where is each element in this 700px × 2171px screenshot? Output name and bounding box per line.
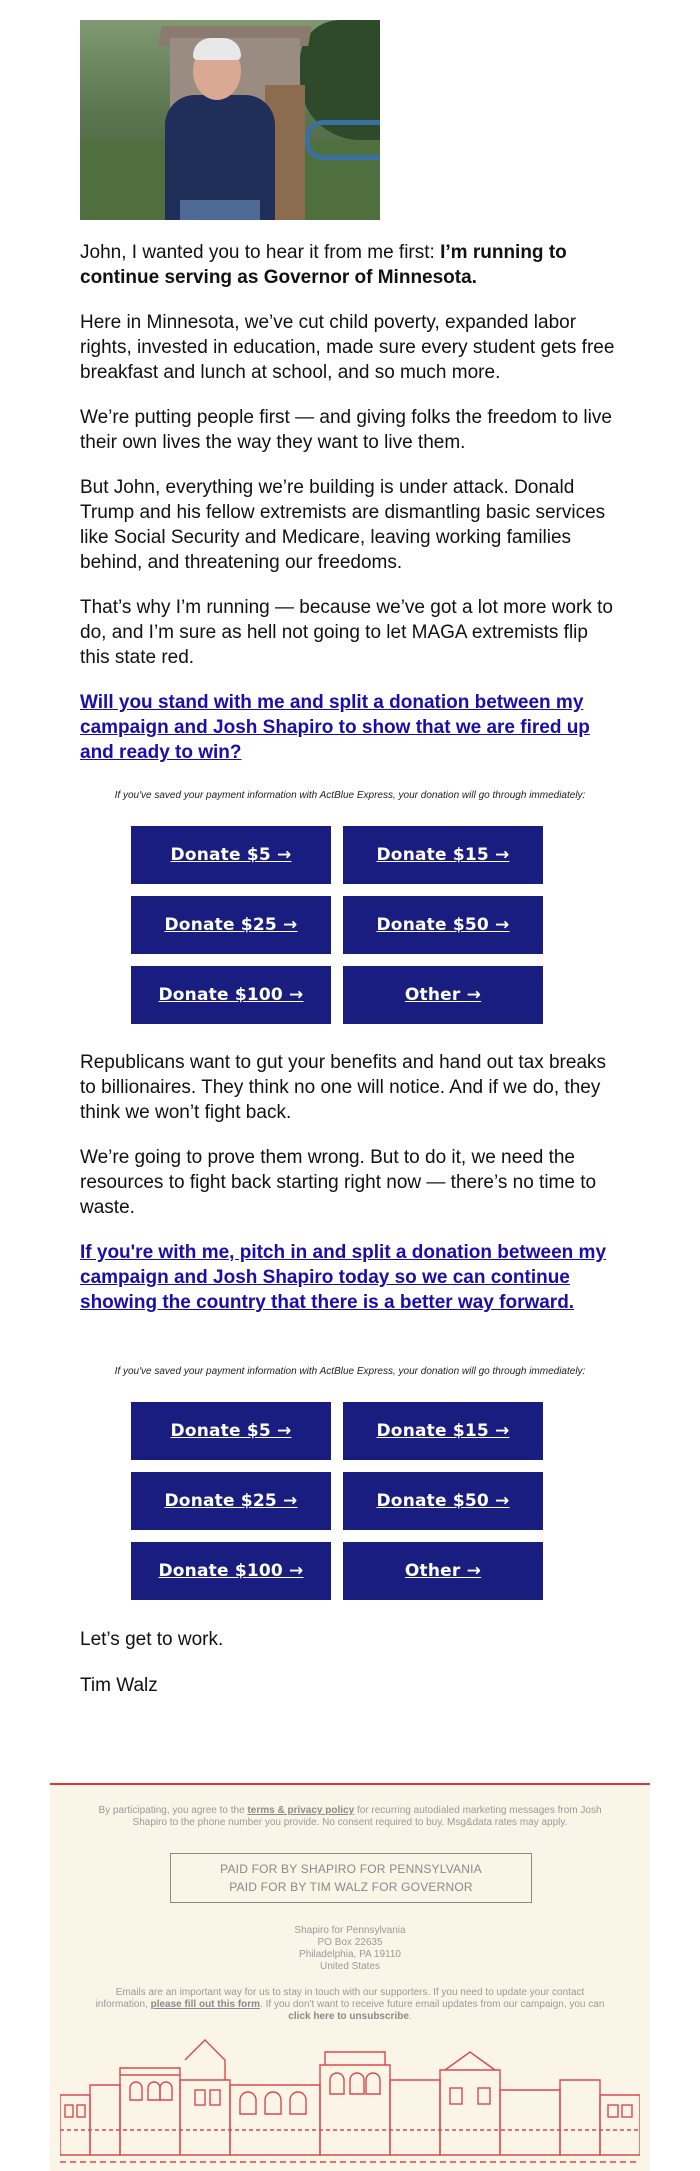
donate-15-button[interactable]: Donate $15 → xyxy=(343,1402,543,1460)
footer xyxy=(50,1783,650,2171)
address-line-city: Philadelphia, PA 19110 xyxy=(299,1949,401,1960)
photo-jeans xyxy=(180,200,260,220)
sms-disclaimer xyxy=(90,1805,610,1829)
unsubscribe-link[interactable]: click here to unsubscribe xyxy=(288,2011,409,2022)
donate-other-button[interactable]: Other → xyxy=(343,1542,543,1600)
intro-paragraph xyxy=(80,240,620,290)
paragraph-why-running: That’s why I’m running — because we’ve got a lot more work to do, and I’m sure as hell not going to let MAGA extremists flip this state red. xyxy=(80,597,613,668)
donate-cta-link-2[interactable]: If you're with me, pitch in and split a donation between my campaign and Josh Shapiro today so we can continue showing the country that there is a better way forward. xyxy=(80,1242,607,1313)
paid-for-walz: PAID FOR BY TIM WALZ FOR GOVERNOR xyxy=(229,1880,473,1894)
town-skyline-illustration xyxy=(60,2030,640,2170)
donate-5-button[interactable]: Donate $5 → xyxy=(131,826,331,884)
donate-other-button[interactable]: Other → xyxy=(343,966,543,1024)
sms-text-post: for recurring autodialed marketing messages from Josh Shapiro to the phone number you provide. No consent required to buy. Msg&data rates may apply. xyxy=(132,1805,602,1828)
paid-for-shapiro: PAID FOR BY SHAPIRO FOR PENNSYLVANIA xyxy=(220,1862,482,1876)
donate-50-button[interactable]: Donate $50 → xyxy=(343,1472,543,1530)
body-copy-top xyxy=(80,240,620,290)
hero-photo xyxy=(80,20,380,220)
contact-text-mid: . If you don't want to receive future email updates from our campaign, you can xyxy=(260,1999,605,2010)
closing-line: Let’s get to work. xyxy=(80,1629,224,1650)
terms-privacy-link[interactable]: terms & privacy policy xyxy=(247,1805,355,1816)
signature: Tim Walz xyxy=(80,1675,158,1696)
donate-100-button[interactable]: Donate $100 → xyxy=(131,1542,331,1600)
sms-text-pre: By participating, you agree to the xyxy=(98,1805,248,1816)
paragraph-republicans: Republicans want to gut your benefits and hand out tax breaks to billionaires. They think no one will notice. And if we do, they think we won’t fight back. xyxy=(80,1052,607,1123)
express-note-2: If you've saved your payment information with ActBlue Express, your donation will go through immediately: xyxy=(114,1366,586,1377)
photo-hair xyxy=(193,38,241,60)
paragraph-achievements: Here in Minnesota, we’ve cut child poverty, expanded labor rights, invested in education, made sure every student gets free breakfast and lunch at school, and so much more. xyxy=(80,312,615,383)
address-line-country: United States xyxy=(319,1961,381,1972)
address-line-org: Shapiro for Pennsylvania xyxy=(294,1925,406,1936)
donate-5-button[interactable]: Donate $5 → xyxy=(131,1402,331,1460)
intro-lead-bold: I’m running to continue serving as Governor of Minnesota. xyxy=(80,242,567,288)
donate-cta-link-1[interactable]: Will you stand with me and split a donation between my campaign and Josh Shapiro to show that we are fired up and ready to win? xyxy=(80,692,590,763)
contact-text-pre: Emails are an important way for us to stay in touch with our supporters. If you need to update your contact information, xyxy=(95,1987,585,2010)
photo-gate xyxy=(305,120,380,160)
paragraph-people-first: We’re putting people first — and giving folks the freedom to live their own lives the way they want to live them. xyxy=(80,407,612,453)
paid-for-box xyxy=(170,1853,532,1903)
contact-text-end: . xyxy=(408,2011,412,2022)
paragraph-prove-wrong: We’re going to prove them wrong. But to do it, we need the resources to fight back starting right now — there’s no time to waste. xyxy=(80,1147,597,1218)
contact-disclaimer xyxy=(90,1987,610,2023)
intro-lead: John, I wanted you to hear it from me first: xyxy=(80,242,441,263)
donate-25-button[interactable]: Donate $25 → xyxy=(131,896,331,954)
donate-100-button[interactable]: Donate $100 → xyxy=(131,966,331,1024)
express-note-1: If you've saved your payment information with ActBlue Express, your donation will go through immediately: xyxy=(114,790,586,801)
address-line-pobox: PO Box 22635 xyxy=(317,1937,383,1948)
mailing-address xyxy=(90,1925,610,1973)
paragraph-under-attack: But John, everything we’re building is under attack. Donald Trump and his fellow extremists are dismantling basic services like Social Security and Medicare, leaving working families behind, and threatening our freedoms. xyxy=(80,477,606,573)
update-info-link[interactable]: please fill out this form xyxy=(150,1999,261,2010)
donate-25-button[interactable]: Donate $25 → xyxy=(131,1472,331,1530)
donate-15-button[interactable]: Donate $15 → xyxy=(343,826,543,884)
donate-50-button[interactable]: Donate $50 → xyxy=(343,896,543,954)
